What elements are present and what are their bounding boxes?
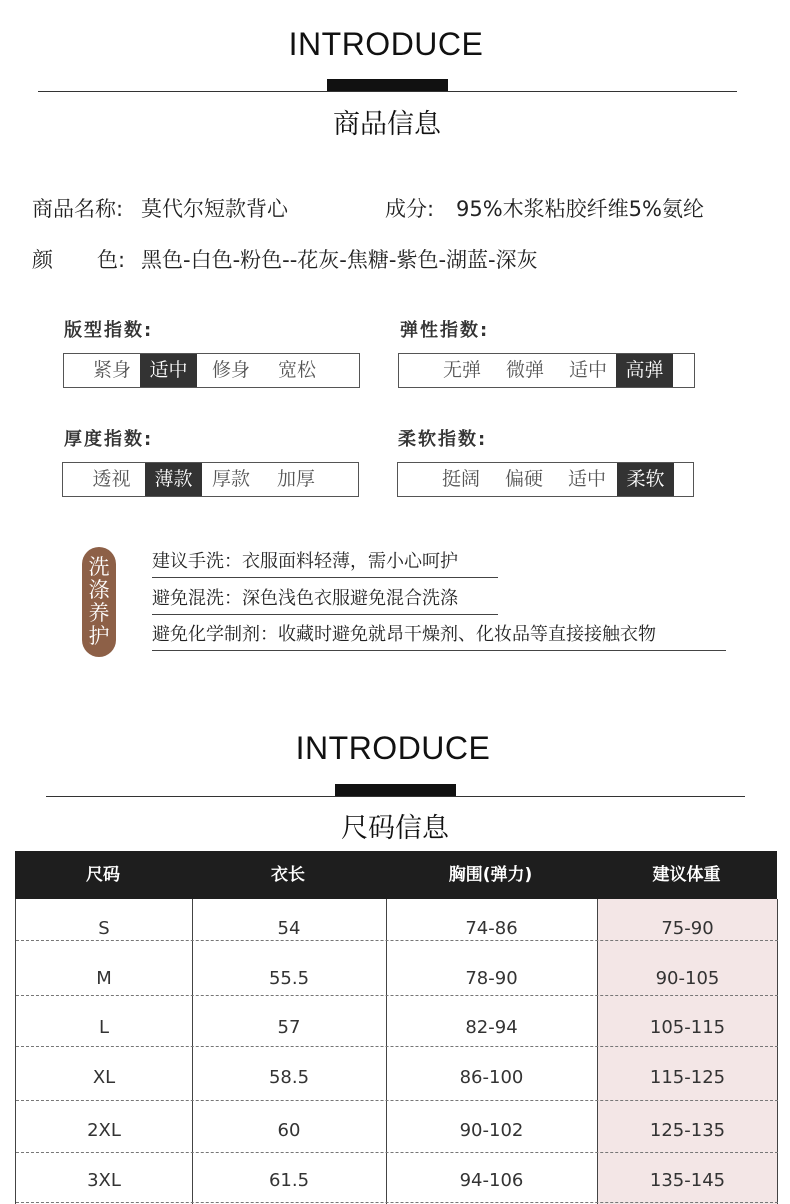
wash-care-char: 护 [88, 624, 110, 648]
cell-weight: 105-115 [649, 1017, 726, 1038]
elasticity-option-slight: 微弹 [505, 359, 544, 381]
column-header-size: 尺码 [86, 865, 120, 885]
column-header-bust: 胸围(弹力) [448, 865, 533, 885]
size-info-title: 尺码信息 [341, 813, 449, 844]
cell-bust: 78-90 [465, 968, 518, 989]
size-table-header [15, 851, 777, 899]
cell-length: 61.5 [268, 1170, 310, 1191]
wash-tip-underline [152, 614, 498, 615]
cell-size: S [98, 918, 110, 939]
cell-size: M [96, 968, 112, 989]
cell-weight: 90-105 [655, 968, 720, 989]
cell-length: 57 [277, 1017, 301, 1038]
cell-size: 2XL [87, 1120, 121, 1141]
cell-length: 55.5 [268, 968, 310, 989]
cell-size: XL [92, 1067, 116, 1088]
fit-option-slim: 修身 [211, 359, 250, 381]
color-value: 黑色-白色-粉色--花灰-焦糖-紫色-湖蓝-深灰 [141, 248, 538, 272]
column-header-length: 衣长 [271, 865, 305, 885]
intro-divider-2 [46, 796, 745, 797]
cell-size: L [98, 1017, 110, 1038]
wash-tip-hand-wash: 建议手洗：衣服面料轻薄，需小心呵护 [152, 551, 458, 572]
wash-tip-underline [152, 650, 726, 651]
cell-weight: 135-145 [649, 1170, 726, 1191]
elasticity-option-medium: 适中 [568, 359, 607, 381]
color-label-second: 色: [97, 248, 126, 272]
fit-index-scale [63, 353, 360, 388]
softness-index-label: 柔软指数: [398, 429, 488, 450]
product-name-value: 莫代尔短款背心 [141, 197, 288, 221]
cell-length: 60 [277, 1120, 301, 1141]
cell-size: 3XL [87, 1170, 121, 1191]
column-header-weight: 建议体重 [652, 865, 721, 885]
color-label-first: 颜 [32, 248, 53, 272]
intro-heading-1: INTRODUCE [288, 26, 484, 62]
cell-length: 54 [277, 918, 301, 939]
table-row [16, 1101, 778, 1153]
softness-option-soft: 柔软 [617, 463, 674, 496]
composition-label: 成分: [385, 197, 435, 221]
softness-option-firm: 偏硬 [504, 468, 543, 490]
table-row [16, 1047, 778, 1101]
elasticity-index-label: 弹性指数: [400, 320, 490, 341]
cell-weight: 75-90 [661, 918, 714, 939]
table-row [16, 899, 778, 941]
fit-index-label: 版型指数: [64, 320, 154, 341]
cell-bust: 82-94 [465, 1017, 518, 1038]
composition-value: 95%木浆粘胶纤维5%氨纶 [456, 197, 704, 221]
table-row [16, 941, 778, 996]
intro-accent-bar-2 [335, 784, 456, 796]
wash-tip-separate-wash: 避免混洗：深色浅色衣服避免混合洗涤 [152, 588, 458, 609]
cell-bust: 90-102 [459, 1120, 524, 1141]
thickness-option-extra-thick: 加厚 [276, 468, 315, 490]
table-row [16, 1153, 778, 1203]
thickness-index-scale [62, 462, 359, 497]
table-row [16, 996, 778, 1047]
fit-option-medium: 适中 [140, 354, 197, 387]
fit-option-loose: 宽松 [277, 359, 316, 381]
wash-tip-underline [152, 577, 498, 578]
wash-care-char: 涤 [88, 578, 110, 602]
elasticity-option-none: 无弹 [442, 359, 481, 381]
cell-bust: 74-86 [465, 918, 518, 939]
thickness-index-label: 厚度指数: [64, 429, 154, 450]
wash-tip-no-chemicals: 避免化学制剂：收藏时避免就昂干燥剂、化妆品等直接接触衣物 [152, 624, 656, 645]
wash-care-badge [82, 547, 116, 657]
elasticity-index-scale [398, 353, 695, 388]
thickness-option-thick: 厚款 [211, 468, 250, 490]
wash-care-char: 养 [88, 601, 110, 625]
cell-weight: 115-125 [649, 1067, 726, 1088]
thickness-option-thin: 薄款 [145, 463, 202, 496]
intro-heading-2: INTRODUCE [295, 730, 491, 766]
cell-length: 58.5 [268, 1067, 310, 1088]
intro-divider-1 [38, 91, 737, 92]
intro-accent-bar-1 [327, 79, 448, 91]
cell-bust: 94-106 [459, 1170, 524, 1191]
cell-bust: 86-100 [459, 1067, 524, 1088]
product-name-label: 商品名称: [32, 197, 124, 221]
product-info-title: 商品信息 [333, 109, 441, 140]
cell-weight: 125-135 [649, 1120, 726, 1141]
softness-index-scale [397, 462, 694, 497]
softness-option-medium: 适中 [567, 468, 606, 490]
elasticity-option-high: 高弹 [616, 354, 673, 387]
thickness-option-sheer: 透视 [92, 468, 131, 490]
softness-option-stiff: 挺阔 [441, 468, 480, 490]
size-table-body [15, 899, 778, 1204]
wash-care-char: 洗 [88, 555, 110, 579]
fit-option-tight: 紧身 [92, 359, 131, 381]
